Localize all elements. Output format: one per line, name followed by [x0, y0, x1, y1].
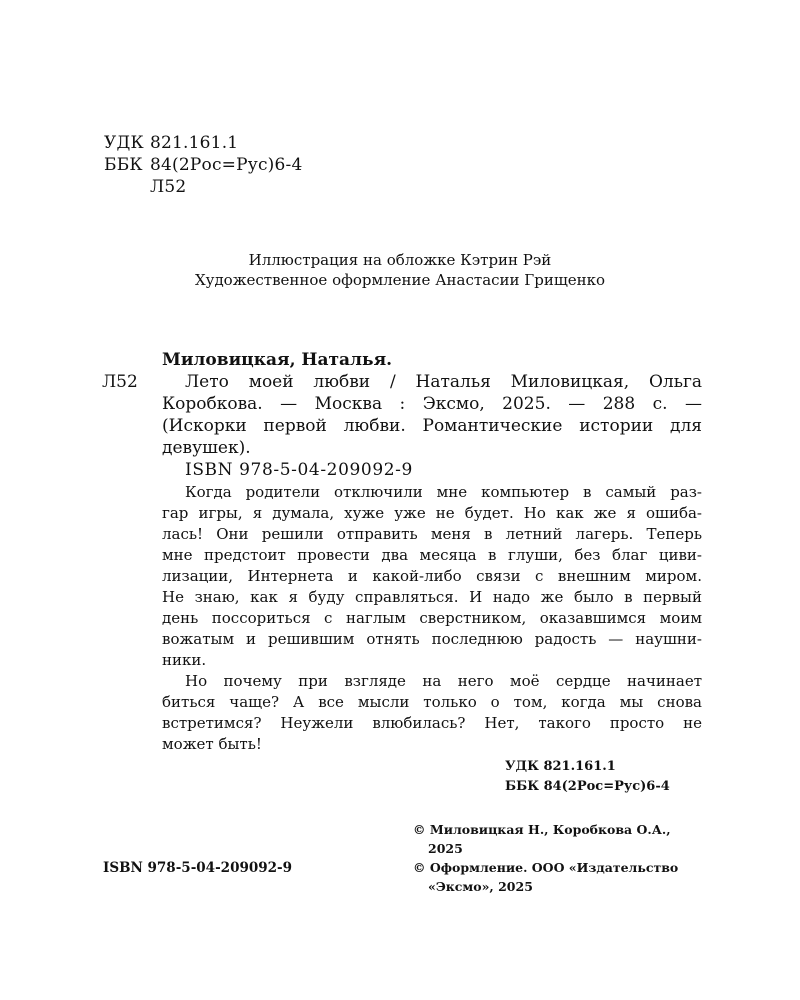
annotation-line: лась! Они решили отправить меня в летний лагерь. Теперь: [162, 525, 702, 543]
art-design-credit: Художественное оформление Анастасии Грищенко: [194, 271, 606, 289]
annotation-line: мне предстоит провести два месяца в глуши, без благ циви-: [162, 546, 702, 564]
udk-line: [104, 132, 238, 154]
annotation-line: Не знаю, как я буду справляться. И надо же было в первый: [162, 588, 702, 606]
entry-line-3: (Искорки первой любви. Романтические истории для: [162, 416, 702, 436]
entry-line-1: Лето моей любви / Наталья Миловицкая, Ольга: [185, 372, 702, 392]
author-heading: Миловицкая, Наталья.: [162, 350, 393, 370]
udk-value: 821.161.1: [150, 133, 239, 153]
annotation-line: день поссориться с наглым сверстником, оказавшимся моим: [162, 609, 702, 627]
annotation-line: встретимся? Неужели влюбилась? Нет, такого просто не: [162, 714, 702, 732]
bbk-line: [104, 154, 303, 176]
entry-line-4: девушек).: [162, 438, 251, 458]
footer-udk: УДК 821.161.1: [505, 759, 616, 774]
copyright-authors: © Миловицкая Н., Коробкова О.А.,: [413, 822, 671, 837]
udk-code: УДК: [104, 133, 144, 153]
cover-illustration-credit: Иллюстрация на обложке Кэтрин Рэй: [248, 251, 552, 269]
annotation-line: биться чаще? А все мысли только о том, когда мы снова: [162, 693, 702, 711]
annotation-line: лизации, Интернета и какой-либо связи с внешним миром.: [162, 567, 702, 585]
annotation-line: гар игры, я думала, хуже уже не будет. Но как же я ошиба-: [162, 504, 702, 522]
annotation-line: может быть!: [162, 735, 262, 753]
copyright-authors-year: 2025: [428, 841, 463, 856]
bottom-isbn: ISBN 978-5-04-209092-9: [103, 860, 293, 876]
entry-isbn: ISBN 978-5-04-209092-9: [185, 460, 413, 480]
author-sign-top: Л52: [150, 177, 187, 197]
author-sign-entry: Л52: [102, 372, 138, 392]
bbk-value: 84(2Рос=Рус)6-4: [150, 155, 303, 175]
copyright-design-publisher: «Эксмо», 2025: [428, 879, 533, 894]
annotation-line: вожатым и решившим отнять последнюю радость — наушни-: [162, 630, 702, 648]
footer-bbk: ББК 84(2Рос=Рус)6-4: [505, 779, 670, 794]
entry-line-2: Коробкова. — Москва : Эксмо, 2025. — 288 с. —: [162, 394, 702, 414]
annotation-line: Но почему при взгляде на него моё сердце начинает: [185, 672, 702, 690]
annotation-line: Когда родители отключили мне компьютер в самый раз-: [185, 483, 702, 501]
annotation-line: ники.: [162, 651, 207, 669]
copyright-design: © Оформление. ООО «Издательство: [413, 860, 679, 875]
bbk-code: ББК: [104, 155, 143, 175]
